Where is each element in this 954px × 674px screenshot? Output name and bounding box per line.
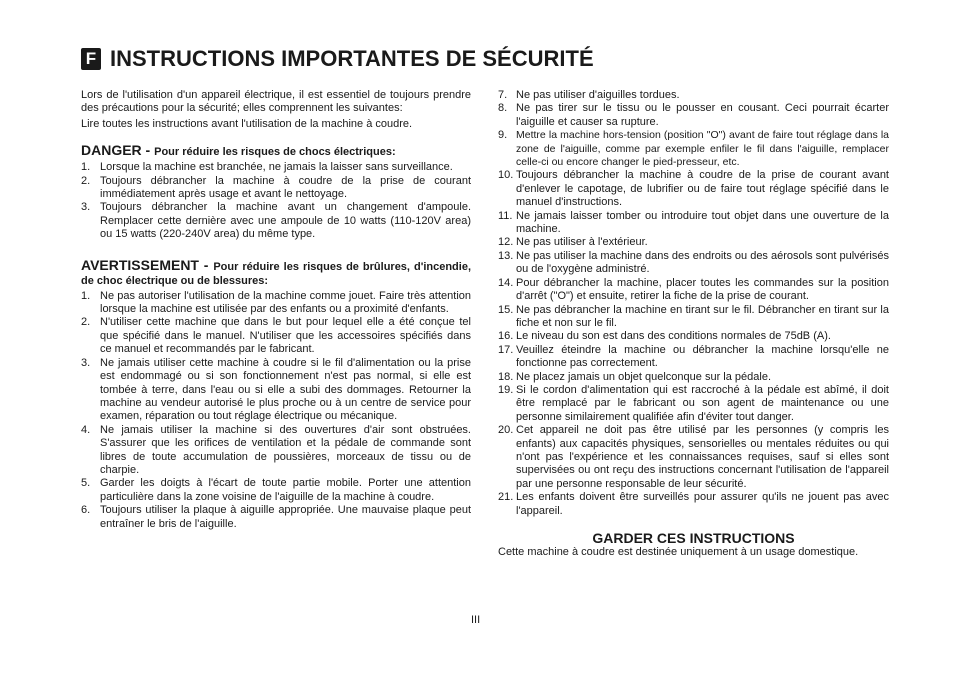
list-text: Si le cordon d'alimentation qui est raccroché à la pédale est abîmé, il doit être remplacé par le fabricant ou son agent de maintenance ou une personne similairement qualifiée afin d'éviter tout danger. <box>516 383 889 423</box>
list-item <box>498 491 889 518</box>
list-text: Cet appareil ne doit pas être utilisé par les personnes (y compris les enfants) aux capacités physiques, sensorielles ou mentales réduites ou qui n'ont pas l'expérience et les connaissances requises, sauf si elles sont supervisées ou ont reçu des instructions concernant l'utilisation de l'appareil par une personne responsable de leur sécurité. <box>516 424 889 490</box>
danger-subtitle: Pour réduire les risques de chocs électriques: <box>154 146 396 159</box>
list-item <box>81 357 471 424</box>
list-item <box>498 129 889 169</box>
list-number: 20. <box>498 424 514 437</box>
list-number: 6. <box>81 504 91 517</box>
list-number: 2. <box>81 316 91 329</box>
list-item <box>498 210 889 237</box>
list-number: 3. <box>81 201 91 214</box>
list-number: 12. <box>498 236 514 249</box>
list-text: Veuillez éteindre la machine ou débrancher la machine lorsqu'elle ne fonctionne pas correctement. <box>516 343 889 370</box>
list-item <box>498 384 889 424</box>
list-text: Ne pas autoriser l'utilisation de la machine comme jouet. Faire très attention lorsque la machine est utilisée par des enfants ou a proximité d'enfants. <box>100 289 471 316</box>
list-text: Toujours débrancher la machine à coudre de la prise de courant immédiatement après usage et avant le nettoyage. <box>100 174 471 201</box>
list-number: 9. <box>498 129 508 142</box>
garder-heading: GARDER CES INSTRUCTIONS <box>592 530 795 546</box>
list-item <box>81 504 471 531</box>
list-item <box>498 102 889 129</box>
list-item <box>498 250 889 277</box>
list-text: Garder les doigts à l'écart de toute partie mobile. Porter une attention particulière dans la zone voisine de l'aiguille de la machine à coudre. <box>100 477 471 503</box>
left-column <box>81 89 471 531</box>
list-item <box>81 316 471 356</box>
list-item <box>81 175 471 202</box>
intro-read-all: Lire toutes les instructions avant l'utilisation de la machine à coudre. <box>81 117 413 130</box>
list-item <box>498 277 889 304</box>
list-text: Ne pas utiliser à l'extérieur. <box>516 236 648 249</box>
list-text: Lorsque la machine est branchée, ne jamais la laisser sans surveillance. <box>100 161 453 174</box>
list-text: Les enfants doivent être surveillés pour assurer qu'ils ne jouent pas avec l'appareil. <box>516 491 889 517</box>
list-text: Mettre la machine hors-tension (position "O") avant de faire tout réglage dans la zone de l'aiguille, comme par exemple enfiler le fil dans l'aiguille, remplacer celle-ci ou encore changer le pied-presseur, etc. <box>516 129 889 169</box>
list-text: Toujours utiliser la plaque à aiguille appropriée. Une mauvaise plaque peut entraîner le bris de l'aiguille. <box>100 504 471 530</box>
right-column <box>498 89 889 560</box>
list-item <box>498 424 889 491</box>
avertissement-heading <box>81 258 471 288</box>
list-number: 11. <box>498 209 513 222</box>
avertissement-subtitle: Pour réduire les risques de brûlures, d'incendie, de choc électrique ou de blessures: <box>81 260 471 287</box>
list-number: 2. <box>81 174 91 187</box>
page-title: INSTRUCTIONS IMPORTANTES DE SÉCURITÉ <box>110 46 594 71</box>
list-number: 1. <box>81 161 91 174</box>
list-item <box>81 477 471 504</box>
list-number: 10. <box>498 169 514 182</box>
list-number: 13. <box>498 249 514 262</box>
danger-heading <box>81 143 471 159</box>
list-item <box>498 236 889 249</box>
list-number: 15. <box>498 303 514 316</box>
domestic-use-note: Cette machine à coudre est destinée uniquement à un usage domestique. <box>498 546 859 559</box>
list-text: Le niveau du son est dans des conditions normales de 75dB (A). <box>516 330 831 343</box>
list-item <box>498 330 889 343</box>
list-text: Ne jamais utiliser cette machine à coudre si le fil d'alimentation ou la prise est endommagé ou si son fonctionnement n'est pas normal, si elle est tombée à terre, dans l'eau ou si elle a subi des dommages. Retourner la machine au vendeur autorisé le plus proche ou à un centre de service pour examen, réparation ou tout réglage électrique ou mécanique. <box>100 356 471 423</box>
list-text: Toujours débrancher la machine à coudre de la prise de courant avant d'enlever le capotage, de lubrifier ou de faire tout réglage spécifié dans le manuel d'instructions. <box>516 169 889 209</box>
list-number: 7. <box>498 89 508 101</box>
list-text: Toujours débrancher la machine avant un changement d'ampoule. Remplacer cette dernière avec une ampoule de 10 watts (110-120V area) ou 15 watts (220-240V area) du même type. <box>100 201 471 241</box>
intro-paragraph: Lors de l'utilisation d'un appareil électrique, il est essentiel de toujours prendre des précautions pour la sécurité; elles comprennent les suivantes: <box>81 89 471 115</box>
list-text: Pour débrancher la machine, placer toutes les commandes sur la position d'arrêt ("O") et ensuite, retirer la fiche de la prise de courant. <box>516 276 889 303</box>
list-item <box>498 89 889 102</box>
avertissement-list <box>81 290 471 531</box>
section-letter-badge: F <box>81 48 101 70</box>
list-text: Ne jamais utiliser la machine si des ouvertures d'air sont obstruées. S'assurer que les orifices de ventilation et la pédale de commande sont libres de toute accumulation de poussières, morceaux de tissu ou de charpie. <box>100 423 471 476</box>
danger-list <box>81 161 471 241</box>
list-item <box>498 371 889 384</box>
list-text: Ne pas utiliser d'aiguilles tordues. <box>516 89 680 101</box>
list-number: 21. <box>498 491 514 504</box>
list-number: 17. <box>498 343 514 356</box>
list-text: Ne pas tirer sur le tissu ou le pousser en cousant. Ceci pourrait écarter l'aiguille et causer sa rupture. <box>516 102 889 128</box>
safety-list-continued <box>498 89 889 518</box>
list-text: Ne pas débrancher la machine en tirant sur le fil. Débrancher en tirant sur la fiche et non sur le fil. <box>516 303 889 329</box>
list-number: 4. <box>81 423 91 436</box>
danger-title: DANGER - <box>81 142 155 159</box>
page-header <box>81 42 594 76</box>
page-number: III <box>471 614 481 626</box>
list-number: 16. <box>498 330 514 343</box>
list-item <box>81 161 471 174</box>
list-item <box>498 344 889 371</box>
list-number: 3. <box>81 356 91 369</box>
list-number: 5. <box>81 477 91 490</box>
avertissement-title: AVERTISSEMENT - <box>81 256 214 273</box>
list-item <box>81 424 471 478</box>
list-number: 8. <box>498 102 508 115</box>
list-number: 18. <box>498 370 514 383</box>
list-text: Ne pas utiliser la machine dans des endroits ou des aérosols sont pulvérisés ou de l'oxygène administré. <box>516 249 889 276</box>
list-number: 14. <box>498 276 514 289</box>
list-number: 19. <box>498 383 514 396</box>
list-text: Ne jamais laisser tomber ou introduire tout objet dans une ouverture de la machine. <box>516 209 889 236</box>
list-text: Ne placez jamais un objet quelconque sur la pédale. <box>516 370 771 383</box>
list-item <box>498 169 889 209</box>
list-text: N'utiliser cette machine que dans le but pour lequel elle a été conçue tel que spécifié dans le manuel. N'utiliser que les accessoires spécifiés dans ce manuel et recommandés par le fabricant. <box>100 316 471 356</box>
list-item <box>81 290 471 317</box>
list-number: 1. <box>81 289 91 302</box>
list-item <box>81 201 471 241</box>
list-item <box>498 304 889 331</box>
